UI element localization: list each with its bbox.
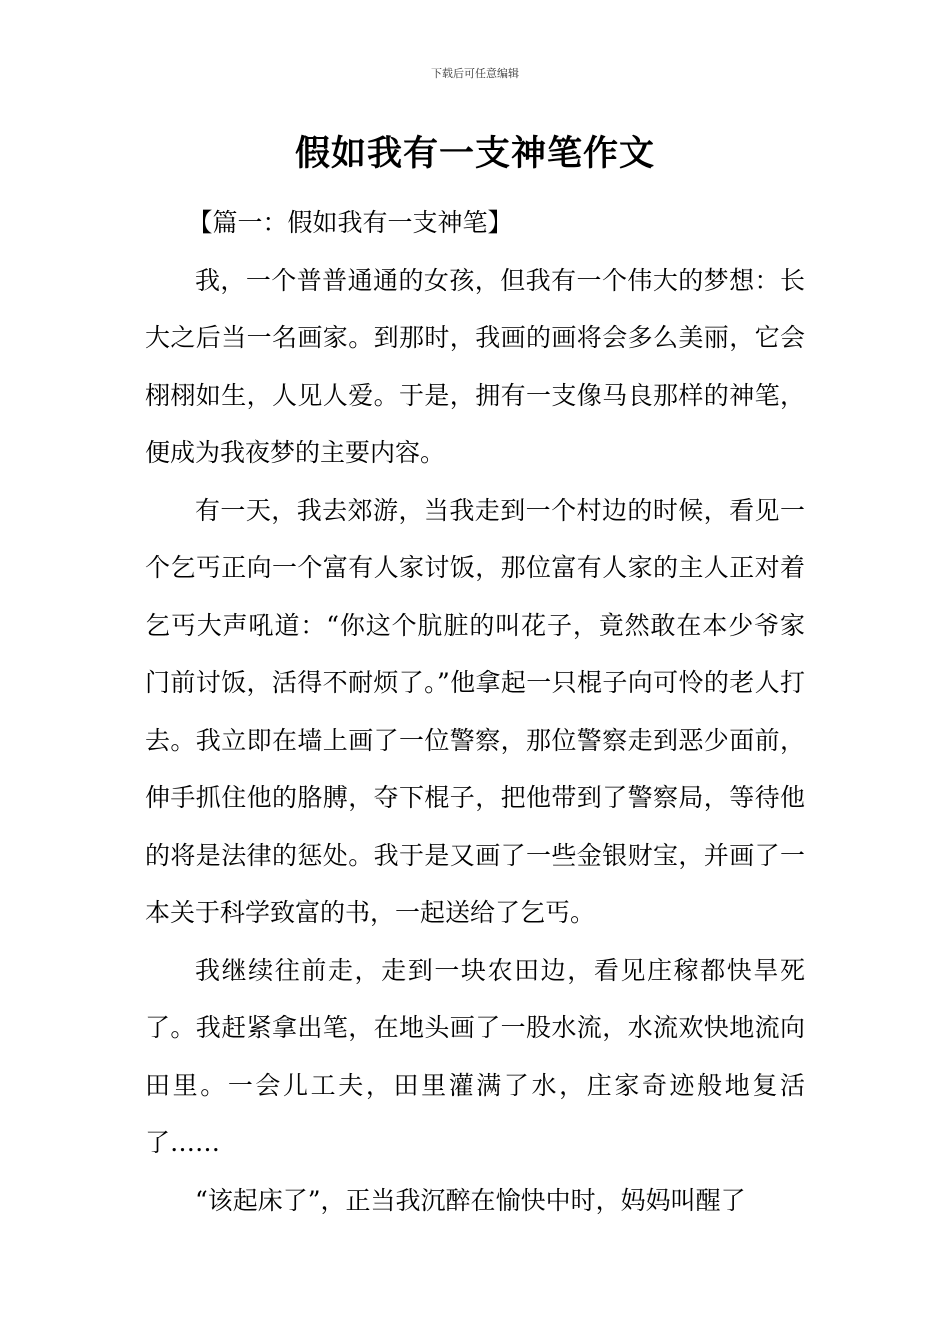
paragraph-3: 我继续往前走，走到一块农田边，看见庄稼都快旱死了。我赶紧拿出笔，在地头画了一股水流，水流欢快地流向田里。一会儿工夫，田里灌满了水，庄家奇迹般地复活了……	[145, 955, 805, 1157]
paragraph-4: “该起床了”，正当我沉醉在愉快中时，妈妈叫醒了	[195, 1185, 746, 1215]
section-heading: 【篇一：假如我有一支神笔】	[187, 208, 513, 237]
document-body	[145, 194, 805, 1229]
document-title: 假如我有一支神笔作文	[294, 134, 655, 174]
header-note: 下载后可任意编辑	[431, 67, 519, 80]
paragraph-2: 有一天，我去郊游，当我走到一个村边的时候，看见一个乞丐正向一个富有人家讨饭，那位富有人家的主人正对着乞丐大声吼道：“你这个肮脏的叫花子，竟然敢在本少爷家门前讨饭，活得不耐烦了。”他拿起一只棍子向可怜的老人打去。我立即在墙上画了一位警察，那位警察走到恶少面前，伸手抓住他的胳膊，夺下棍子，把他带到了警察局，等待他的将是法律的惩处。我于是又画了一些金银财宝，并画了一本关于科学致富的书，一起送给了乞丐。	[145, 495, 805, 927]
paragraph-1: 我，一个普普通通的女孩，但我有一个伟大的梦想：长大之后当一名画家。到那时，我画的画将会多么美丽，它会栩栩如生，人见人爱。于是，拥有一支像马良那样的神笔，便成为我夜梦的主要内容。	[145, 265, 805, 467]
